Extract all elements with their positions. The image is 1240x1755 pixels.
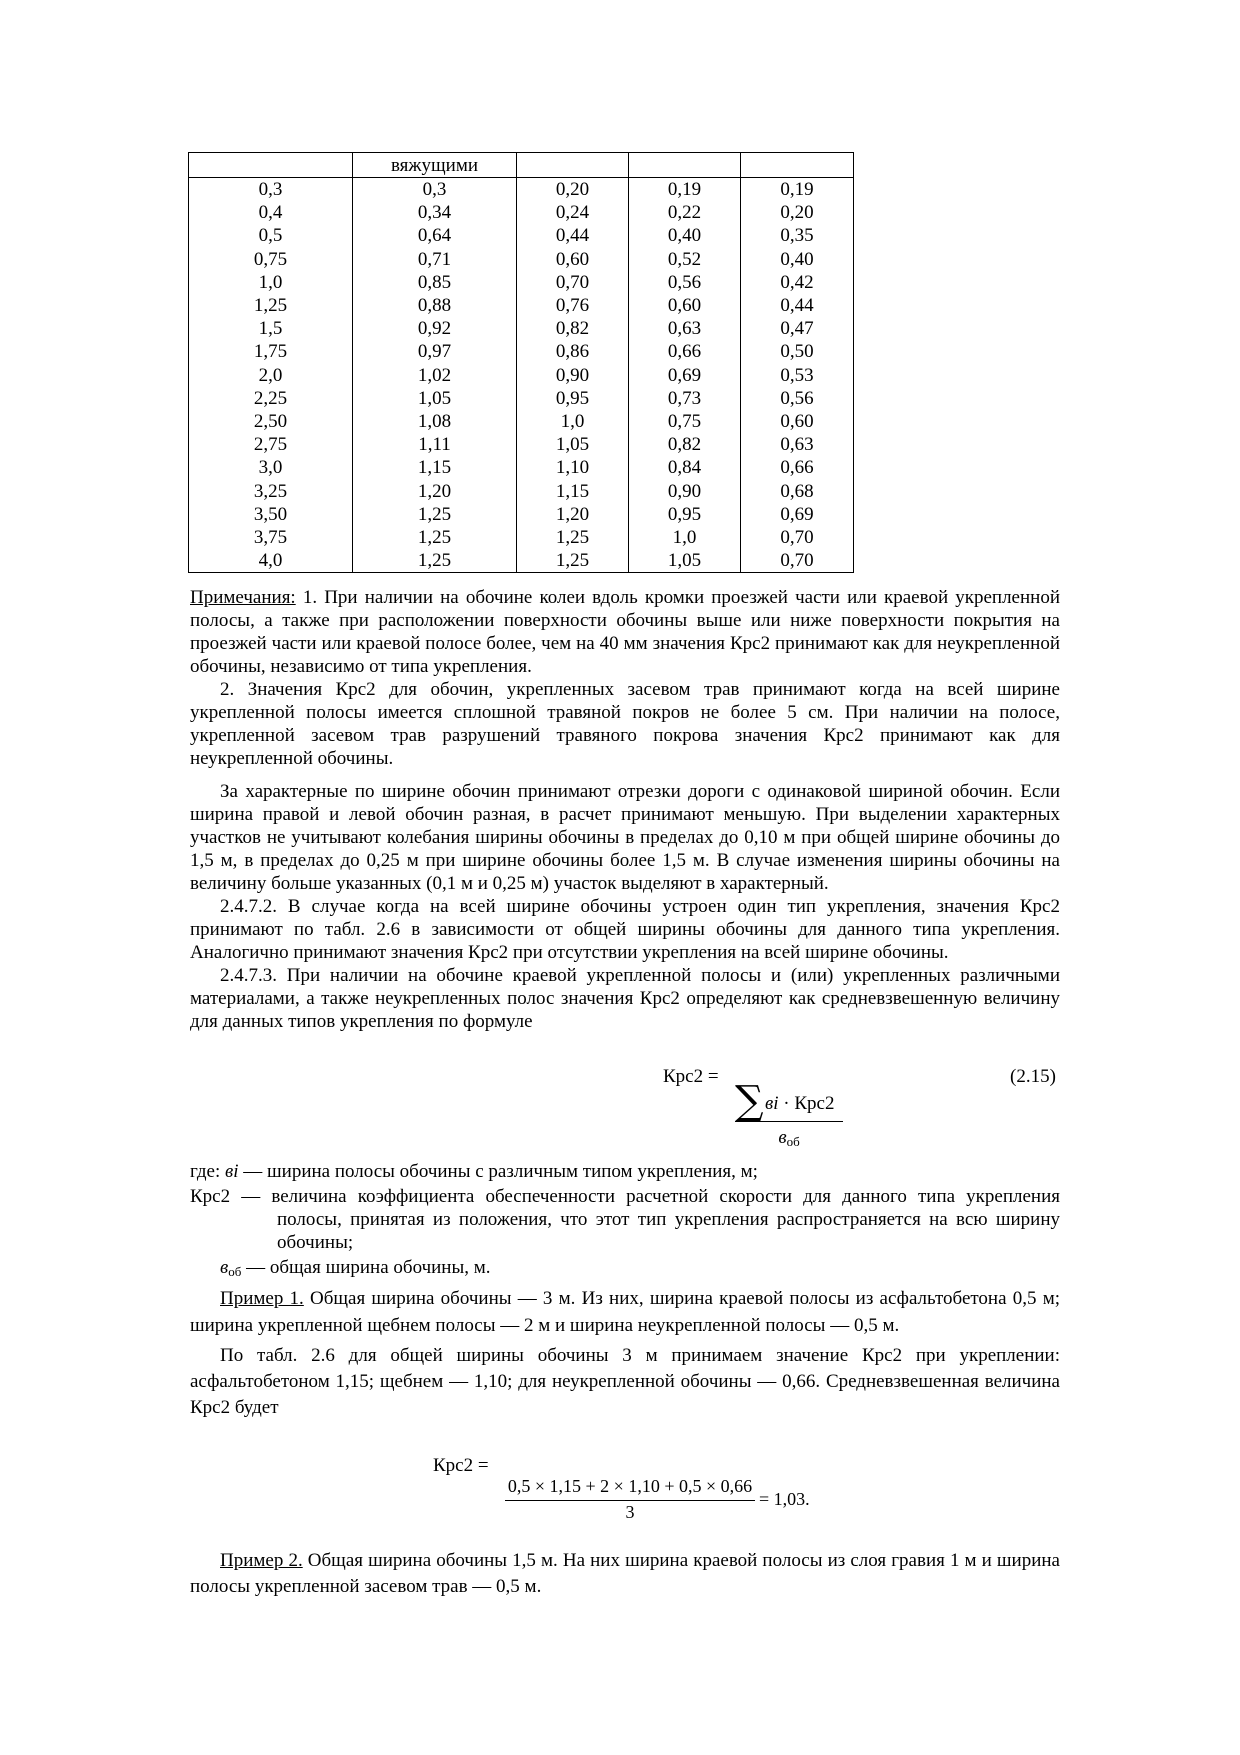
note-2: 2. Значения Крс2 для обочин, укрепленных засевом трав принимают когда на всей ширине укрепленной полосы имеется сплошной травяной покров не более 5 см. При наличии на полосе, укрепленной засевом трав разрушений травяного покрова значения Крс2 принимают как для неукрепленной обочины. [190,679,1060,769]
table-row [189,248,854,271]
table-cell: 0,95 [629,503,741,526]
table-cell: 2,25 [189,387,353,410]
table-cell: 0,20 [741,201,854,224]
table-cell: 0,85 [353,271,517,294]
table-cell: 2,75 [189,433,353,456]
table-cell: 1,25 [353,549,517,573]
table-cell: 0,66 [741,456,854,479]
table-cell: 1,05 [353,387,517,410]
table-cell: 0,35 [741,224,854,247]
table-cell: 1,75 [189,340,353,363]
table-cell: 0,90 [517,364,629,387]
paragraph-3: 2.4.7.3. При наличии на обочине краевой укрепленной полосы и (или) укрепленных различными материалами, а также неукрепленных полос значения Крс2 определяют как средневзвешенную величину для данных типов укрепления по формуле [190,965,1060,1032]
formula-1-label: Крс2 = [663,1066,719,1087]
table-cell: 0,63 [629,317,741,340]
table-cell: 0,24 [517,201,629,224]
table-cell: 0,73 [629,387,741,410]
def-3-var: в [220,1257,229,1278]
table-cell: 1,10 [517,456,629,479]
table-cell: 0,75 [189,248,353,271]
table-cell: 0,70 [517,271,629,294]
paragraph-2: 2.4.7.2. В случае когда на всей ширине обочины устроен один тип укрепления, значения Крс2 принимают по табл. 2.6 в зависимости от общей ширины обочины для данного типа укрепления. Аналогично принимают значения Крс2 при отсутствии укрепления на всей ширине обочины. [190,896,1060,963]
example-2-label: Пример 2. [220,1550,303,1571]
table-cell: 0,20 [517,178,629,202]
table-row [189,178,854,202]
formula-1-den-var: в [778,1127,787,1148]
def-1-var: вi [224,1161,239,1182]
formula-2-label: Крс2 = [433,1455,489,1476]
table-row [189,433,854,456]
def-1 [190,1160,1060,1183]
table-cell: 1,5 [189,317,353,340]
table-cell: 0,44 [517,224,629,247]
table-row [189,526,854,549]
table-cell: 0,92 [353,317,517,340]
table-cell: 1,0 [517,410,629,433]
table-cell: 0,60 [741,410,854,433]
table-row [189,340,854,363]
formula-2-result: = 1,03. [759,1489,810,1509]
example-1-text: Общая ширина обочины — 3 м. Из них, ширина краевой полосы из асфальтобетона 0,5 м; ширина укрепленной щебнем полосы — 2 м и ширина неукрепленной полосы — 0,5 м. [190,1288,1060,1336]
table-cell: 0,40 [629,224,741,247]
table-cell: 3,75 [189,526,353,549]
table-cell [741,153,854,178]
table-row [189,387,854,410]
definitions [190,1160,1060,1421]
table-cell: 0,97 [353,340,517,363]
table-row [189,479,854,502]
table-cell: 0,76 [517,294,629,317]
table-cell: 0,34 [353,201,517,224]
table-row [189,410,854,433]
table-cell: 0,90 [629,479,741,502]
example-2-block [190,1548,1060,1600]
table-cell: 0,84 [629,456,741,479]
table-cell: 1,25 [353,503,517,526]
notes-label: Примечания: [190,587,296,608]
table-row [189,201,854,224]
table-cell: 0,22 [629,201,741,224]
table-cell: 0,47 [741,317,854,340]
table-cell: 1,08 [353,410,517,433]
table-cell: 0,42 [741,271,854,294]
table-body [189,153,854,573]
table-cell [629,153,741,178]
def-1-prefix: где: [190,1161,225,1182]
def-3-sub: об [228,1264,242,1279]
table-cell: 0,56 [741,387,854,410]
coefficient-table [188,152,854,573]
table-cell: 0,88 [353,294,517,317]
table-cell: 0,86 [517,340,629,363]
table-cell: 2,0 [189,364,353,387]
table-cell [189,153,353,178]
table-cell: 0,19 [741,178,854,202]
table-cell: 0,82 [629,433,741,456]
formula-1-number: (2.15) [1010,1066,1056,1087]
def-3 [190,1256,1060,1283]
example-2-text: Общая ширина обочины 1,5 м. На них ширина краевой полосы из слоя гравия 1 м и ширина полосы укрепленной засевом трав — 0,5 м. [190,1550,1060,1597]
table-cell: 3,50 [189,503,353,526]
formula-1-den-sub: об [786,1134,800,1149]
table-cell: 0,50 [741,340,854,363]
notes-block [190,586,1060,1033]
table-cell: 0,75 [629,410,741,433]
table-cell: 1,02 [353,364,517,387]
table-cell: 3,25 [189,479,353,502]
table-cell: 0,56 [629,271,741,294]
table-cell: 0,70 [741,549,854,573]
table-cell: 3,0 [189,456,353,479]
table-row [189,364,854,387]
table-cell: 0,69 [741,503,854,526]
table-cell: 0,68 [741,479,854,502]
formula-1-var: вi [765,1093,779,1114]
note-1 [190,586,1060,678]
table-cell: 0,71 [353,248,517,271]
table-cell: 1,20 [353,479,517,502]
table-cell: 1,15 [517,479,629,502]
table-row [189,271,854,294]
table-cell: 1,25 [517,526,629,549]
def-3-text: — общая ширина обочины, м. [241,1257,491,1278]
formula-2-fraction [505,1475,755,1524]
table-cell: 1,25 [189,294,353,317]
table-cell: 0,70 [741,526,854,549]
formula-2-numerator: 0,5 × 1,15 + 2 × 1,10 + 0,5 × 0,66 [505,1475,755,1501]
table-cell [517,153,629,178]
table-cell: 0,52 [629,248,741,271]
example-1-p2: По табл. 2.6 для общей ширины обочины 3 м принимаем значение Крс2 при укреплении: асфальтобетоном 1,15; щебнем — 1,10; для неукрепленной обочины — 0,66. Средневзвешенная величина Крс2 будет [190,1345,1060,1418]
table-cell: 1,05 [517,433,629,456]
table-cell: 0,82 [517,317,629,340]
table-cell: 0,5 [189,224,353,247]
sigma-symbol: ∑ [735,1078,764,1124]
table-cell: 0,4 [189,201,353,224]
table-cell: 0,19 [629,178,741,202]
table-cell: 1,11 [353,433,517,456]
example-2 [190,1548,1060,1600]
table-cell: 1,15 [353,456,517,479]
table-cell: 0,63 [741,433,854,456]
table-cell: 1,05 [629,549,741,573]
table-cell: 1,0 [629,526,741,549]
example-1-label: Пример 1. [220,1288,304,1309]
table-row [189,294,854,317]
table-cell: 1,0 [189,271,353,294]
table-cell: 4,0 [189,549,353,573]
table-cell: 0,40 [741,248,854,271]
formula-1-dot: · Крс2 [778,1093,835,1114]
paragraph-1: За характерные по ширине обочин принимают отрезки дороги с одинаковой шириной обочин. Если ширина правой и левой обочин разная, в расчет принимают меньшую. При выделении характерных участков не учитывают колебания ширины обочины в пределах до 0,10 м при общей ширине обочины до 1,5 м, в пределах до 0,25 м при ширине обочины более 1,5 м. В случае изменения ширины обочины на величину больше указанных (0,1 м и 0,25 м) участок выделяют в характерный. [190,781,1060,894]
table-cell: вяжущими [353,153,517,178]
table-cell: 0,69 [629,364,741,387]
table-cell: 1,25 [517,549,629,573]
table-cell: 0,64 [353,224,517,247]
table-cell: 0,60 [629,294,741,317]
def-1-text: — ширина полосы обочины с различным типом укрепления, м; [238,1161,758,1182]
table-header-row [189,153,854,178]
example-1 [190,1285,1060,1339]
table-cell: 0,60 [517,248,629,271]
table-row [189,503,854,526]
table-cell: 2,50 [189,410,353,433]
table-cell: 0,3 [189,178,353,202]
table-cell: 0,44 [741,294,854,317]
table-row [189,456,854,479]
table-row [189,224,854,247]
formula-1-fraction [735,1078,843,1153]
table-cell: 1,25 [353,526,517,549]
formula-2-denominator: 3 [625,1502,635,1522]
table-row [189,317,854,340]
table-cell: 0,53 [741,364,854,387]
table-row [189,549,854,573]
table-cell: 0,3 [353,178,517,202]
table-cell: 0,95 [517,387,629,410]
table-cell: 0,66 [629,340,741,363]
table-cell: 1,20 [517,503,629,526]
def-2: Крс2 — величина коэффициента обеспеченности расчетной скорости для данного типа укрепления полосы, принятая из положения, что этот тип укрепления распространяется на всю ширину обочины; [190,1186,1060,1253]
note-1-text: 1. При наличии на обочине колеи вдоль кромки проезжей части или краевой укрепленной полосы, а также при расположении поверхности обочины выше или ниже поверхности покрытия на проезжей части или краевой полосе более, чем на 40 мм значения Крс2 принимают как для неукрепленной обочины, независимо от типа укрепления. [190,587,1060,677]
